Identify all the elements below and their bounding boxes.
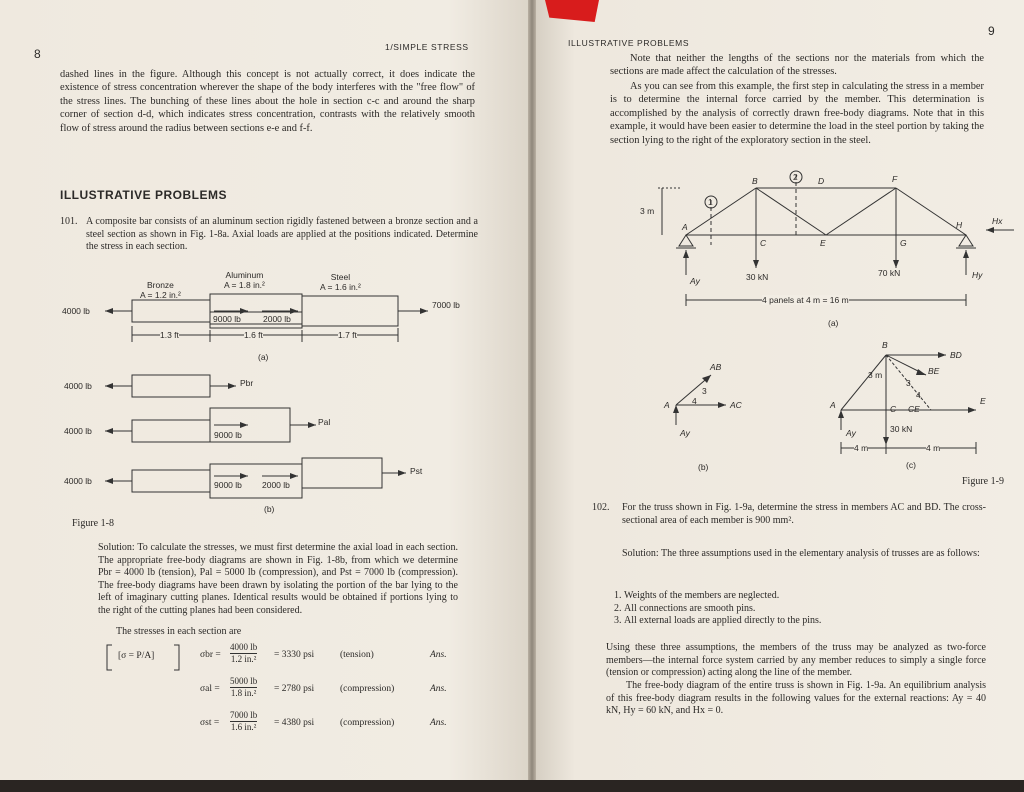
para-4: The free-body diagram of the entire truss is shown in Fig. 1-9a. An equilibrium analysis of this free-body diagram results in the following values for the external reactions: Ay = 40 kN, Hy = 60 kN, and Hx = 0. bbox=[606, 680, 986, 716]
figure-1-9-caption: Figure 1-9 bbox=[962, 476, 1004, 487]
row3-inner2: 2000 lb bbox=[262, 480, 290, 490]
book-gutter bbox=[528, 0, 536, 780]
problem-101-text: A composite bar consists of an aluminum section rigidly fastened between a bronze section and a steel section as shown in Fig. 1-8a. Axial loads are applied at the positions indicated. Determine the stress in each section. bbox=[86, 216, 478, 252]
fbd-b-slope-3: 3 bbox=[702, 386, 707, 396]
row2-inner: 9000 lb bbox=[214, 430, 242, 440]
truss-node-d: D bbox=[818, 176, 825, 186]
solution-102-label: Solution: bbox=[622, 548, 659, 559]
right-running-head: ILLUSTRATIVE PROBLEMS bbox=[568, 38, 690, 48]
solution-102-text: The three assumptions used in the elementary analysis of trusses are as follows: bbox=[661, 548, 980, 559]
truss-node-g: G bbox=[900, 238, 907, 248]
para-1: Note that neither the lengths of the sections nor the materials from which the sections are made affect the calculation of the stresses. bbox=[610, 53, 984, 78]
list-item: 3. All external loads are applied directly to the pins. bbox=[624, 615, 994, 628]
row3-force: Pst bbox=[410, 466, 423, 476]
fig-b-label: (b) bbox=[264, 504, 275, 514]
truss-node-c: C bbox=[760, 238, 767, 248]
stress-formula: [σ = P/A] bbox=[118, 651, 155, 661]
fbd-c-node-b: B bbox=[882, 340, 888, 350]
fbd-b-node-a: A bbox=[664, 400, 670, 410]
truss-node-h: H bbox=[956, 220, 963, 230]
problem-102-number: 102. bbox=[592, 502, 610, 513]
fbd-c-load: 30 kN bbox=[890, 424, 913, 434]
fbd-c-dim-1: 4 m bbox=[854, 443, 869, 453]
right-page-number: 9 bbox=[988, 24, 995, 38]
reaction-hx: Hx bbox=[992, 216, 1003, 226]
solution-text: To calculate the stresses, we must first determine the axial load in each section. The appropriate free-body diagrams are shown in Fig. 1-8b, from which we determine Pbr = 4000 lb (tension), Pal = 5000 lb (compression), and Pst = 7000 lb (compression). The free-body diagrams have been drawn by isolating the portion of the bar lying to the left of imaginary cutting planes. Identical results would be obtained if portions lying to the right of the cutting planes had been considered. bbox=[98, 542, 458, 616]
bronze-label: Bronze A = 1.2 in.² bbox=[140, 280, 181, 300]
fbd-c-node-a: A bbox=[830, 400, 836, 410]
truss-load-2: 70 kN bbox=[878, 268, 901, 278]
fbd-c-slope-3: 3 bbox=[906, 378, 911, 388]
assumptions-list bbox=[602, 590, 994, 628]
fbd-c-node-e: E bbox=[980, 396, 986, 406]
result-row: σal = $\frac{5000 lb}{\text{1.8 in.²}}$ = 2780 psi (compression) Ans. bbox=[200, 676, 447, 698]
fbd-c-be: BE bbox=[928, 366, 940, 376]
fbd-c-ce: CE bbox=[908, 404, 920, 414]
fbd-c-node-c: C bbox=[890, 404, 897, 414]
fbd-b-ay: Ay bbox=[680, 428, 690, 438]
length-2: 1.6 ft bbox=[244, 330, 263, 340]
fig-1-9a-label: (a) bbox=[828, 318, 839, 328]
para-3: Using these three assumptions, the members of the truss may be analyzed as two-force members—the internal force system carried by any member reduces to simply a single force (tension or compression) acting along the line of the member. bbox=[606, 642, 986, 678]
problem-101-number: 101. bbox=[60, 216, 78, 227]
stresses-intro: The stresses in each section are bbox=[116, 626, 242, 637]
cut-line-2: 2 bbox=[793, 172, 798, 182]
right-page bbox=[536, 0, 1024, 780]
row3-load: 4000 lb bbox=[64, 476, 92, 486]
solution-101 bbox=[98, 542, 458, 617]
load-mid2-a: 2000 lb bbox=[263, 314, 291, 324]
truss-span: 4 panels at 4 m = 16 m bbox=[762, 295, 849, 305]
load-right-a: 7000 lb bbox=[432, 300, 460, 310]
truss-height: 3 m bbox=[640, 206, 655, 216]
row1-load: 4000 lb bbox=[64, 381, 92, 391]
aluminum-label: Aluminum A = 1.8 in.² bbox=[224, 270, 265, 290]
para-2: As you can see from this example, the first step in calculating the stress in a member is to determine the internal force carried by the member. This determination is accomplished by the analysis of correctly drawn free-body diagrams. Note that in this example, it would have been easier to determine the load in the steel portion by taking the section lying to the right of the exploratory section in the steel. bbox=[610, 81, 984, 146]
load-mid1-a: 9000 lb bbox=[213, 314, 241, 324]
cut-line-1: 1 bbox=[708, 197, 713, 207]
solution-102 bbox=[622, 548, 986, 561]
steel-label: Steel A = 1.6 in.² bbox=[320, 272, 361, 292]
fbd-b-slope-4: 4 bbox=[692, 396, 697, 406]
section-title: ILLUSTRATIVE PROBLEMS bbox=[60, 188, 227, 202]
reaction-hy: Hy bbox=[972, 270, 983, 280]
fig-1-9c-label: (c) bbox=[906, 460, 916, 470]
fig-a-label: (a) bbox=[258, 352, 269, 362]
fbd-c-ay: Ay bbox=[846, 428, 856, 438]
reaction-ay: Ay bbox=[690, 276, 700, 286]
result-row: σst = $\frac{7000 lb}{\text{1.6 in.²}}$ = 4380 psi (compression) Ans. bbox=[200, 710, 447, 732]
truss-node-f: F bbox=[892, 174, 898, 184]
intro-paragraph: dashed lines in the figure. Although this concept is not actually correct, it does indicate the existence of stress concentration wherever the shape of the body interferes with the "free flow" of the stress lines. The bunching of these lines about the hole in section c-c and around the sharp corner of section d-d, which indicates stress concentration, contrasts with the relatively smooth flow of stress around the radius between sections e-e and f-f. bbox=[60, 69, 475, 134]
truss-node-e: E bbox=[820, 238, 826, 248]
row2-load: 4000 lb bbox=[64, 426, 92, 436]
load-left-a: 4000 lb bbox=[62, 306, 90, 316]
truss-node-a: A bbox=[682, 222, 688, 232]
fbd-c-slope-4: 4 bbox=[916, 390, 921, 400]
fbd-c-height: 3 m bbox=[868, 370, 883, 380]
left-page-number: 8 bbox=[34, 47, 41, 61]
fbd-c-bd: BD bbox=[950, 350, 962, 360]
fbd-b-ac: AC bbox=[730, 400, 742, 410]
solution-label: Solution: bbox=[98, 542, 135, 553]
truss-node-b: B bbox=[752, 176, 758, 186]
left-running-head: 1/SIMPLE STRESS bbox=[385, 42, 469, 52]
list-item: 1. Weights of the members are neglected. bbox=[624, 590, 994, 603]
list-item: 2. All connections are smooth pins. bbox=[624, 603, 994, 616]
length-3: 1.7 ft bbox=[338, 330, 357, 340]
result-row: σbr = $\frac{4000 lb}{\text{1.2 in.²}}$ = 3330 psi (tension) Ans. bbox=[200, 642, 447, 664]
length-1: 1.3 ft bbox=[160, 330, 179, 340]
results-list bbox=[200, 640, 480, 742]
row3-inner1: 9000 lb bbox=[214, 480, 242, 490]
truss-load-1: 30 kN bbox=[746, 272, 769, 282]
row1-force: Pbr bbox=[240, 378, 254, 388]
row2-force: Pal bbox=[318, 417, 331, 427]
problem-102-text: For the truss shown in Fig. 1-9a, determine the stress in members AC and BD. The cross-sectional area of each member is 900 mm². bbox=[622, 502, 986, 526]
fig-1-9b-label: (b) bbox=[698, 462, 709, 472]
fbd-c-dim-2: 4 m bbox=[926, 443, 941, 453]
figure-1-8-caption: Figure 1-8 bbox=[72, 518, 114, 529]
fbd-b-ab: AB bbox=[710, 362, 722, 372]
